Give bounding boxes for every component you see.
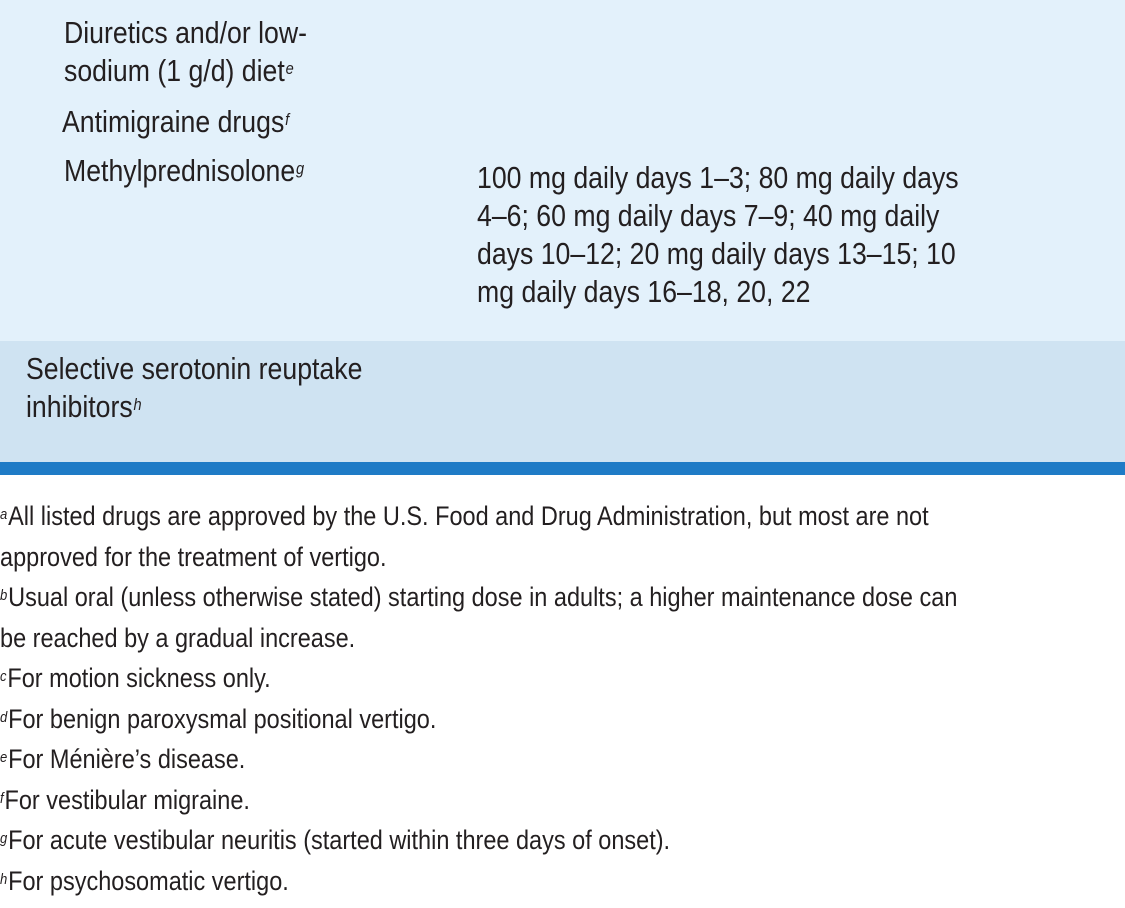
- footnote-mark: e: [0, 749, 8, 766]
- footnote-a: [0, 496, 979, 537]
- footnote-text: For acute vestibular neuritis (started within three days of onset).: [8, 825, 671, 855]
- drug-text: Methylprednisolone: [64, 153, 296, 188]
- table-bottom-rule: [0, 462, 1125, 475]
- drug-cell-methylprednisolone: [64, 152, 304, 190]
- footnote-mark: b: [0, 587, 8, 604]
- drug-cell-ssri: [26, 350, 362, 426]
- drug-cell-diuretics: [64, 14, 307, 90]
- drug-text-line: [26, 388, 362, 426]
- drug-text: Antimigraine drugs: [62, 104, 285, 139]
- drug-text: inhibitors: [26, 389, 133, 424]
- footnote-text: For benign paroxysmal positional vertigo.: [8, 703, 437, 734]
- drug-cell-antimigraine: [62, 103, 289, 141]
- footnote-mark: c: [0, 668, 7, 685]
- footnote-h: [0, 861, 979, 902]
- footnote-text: For Ménière’s disease.: [8, 744, 246, 774]
- footnote-text: approved for the treatment of vertigo.: [0, 541, 387, 572]
- footnote-a-cont: [0, 537, 979, 578]
- footnote-f: [0, 780, 979, 821]
- footnote-g: [0, 820, 979, 861]
- footnote-e: [0, 739, 979, 780]
- footnote-text: For psychosomatic vertigo.: [8, 865, 289, 896]
- footnote-b: [0, 577, 979, 618]
- footnote-text: For motion sickness only.: [7, 663, 271, 693]
- footnotes: [0, 496, 1125, 901]
- footnote-text: be reached by a gradual increase.: [0, 622, 356, 653]
- footnote-c: [0, 658, 979, 699]
- drug-text-line: Diuretics and/or low-: [64, 15, 307, 50]
- footnote-mark: a: [0, 506, 8, 523]
- footnote-mark: f: [285, 110, 290, 129]
- dose-line: 4–6; 60 mg daily days 7–9; 40 mg daily: [477, 198, 940, 233]
- dose-cell-methylprednisolone: [477, 159, 959, 311]
- drug-text: sodium (1 g/d) diet: [64, 53, 285, 88]
- drug-text-line: Selective serotonin reuptake: [26, 351, 363, 386]
- footnote-text: Usual oral (unless otherwise stated) starting dose in adults; a higher maintenance dose can: [8, 582, 958, 612]
- footnote-d: [0, 699, 979, 740]
- footnote-mark: h: [0, 870, 8, 888]
- footnote-b-cont: [0, 618, 979, 659]
- footnote-text: All listed drugs are approved by the U.S. Food and Drug Administration, but most are not: [8, 501, 929, 531]
- footnote-mark: d: [0, 708, 8, 726]
- footnote-mark: g: [0, 830, 8, 847]
- footnote-mark: f: [0, 789, 4, 807]
- dose-line: 100 mg daily days 1–3; 80 mg daily days: [477, 160, 959, 195]
- footnote-mark: e: [285, 59, 294, 78]
- dose-line: days 10–12; 20 mg daily days 13–15; 10: [477, 236, 956, 271]
- drug-text-line: [64, 52, 307, 90]
- footnote-mark: g: [296, 159, 305, 178]
- footnote-text: For vestibular migraine.: [4, 784, 250, 815]
- footnote-mark: h: [133, 395, 142, 414]
- dose-line: mg daily days 16–18, 20, 22: [477, 274, 811, 309]
